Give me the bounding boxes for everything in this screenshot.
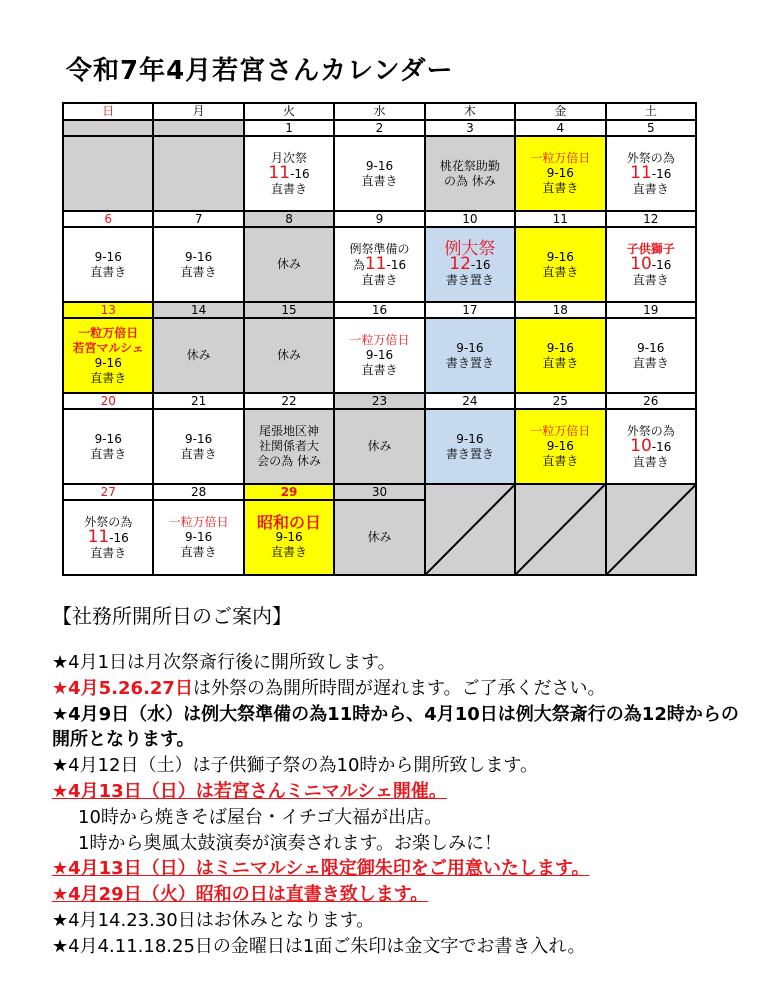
cell-text: 9-16 xyxy=(456,431,484,446)
date-cell: 12 xyxy=(606,211,696,227)
cell-time: 10 xyxy=(630,253,652,274)
notice-item: 10時から焼きそば屋台・イチゴ大福が出店。 xyxy=(78,806,443,828)
date-cell: 3 xyxy=(425,120,515,136)
notice-item: 1時から奥風太鼓演奏が演奏されます。お楽しみに！ xyxy=(78,832,503,854)
cell-time: 12 xyxy=(449,253,471,274)
cell-text: 一粒万倍日 xyxy=(530,424,591,438)
cell-text: 直書き xyxy=(90,370,127,385)
date-cell: 27 xyxy=(63,484,153,500)
week2-info xyxy=(63,227,696,302)
week3-info xyxy=(63,318,696,393)
date-cell: 20 xyxy=(63,393,153,409)
cell-text: 9-16 xyxy=(637,340,665,355)
day-cell xyxy=(606,318,696,393)
date-cell: 11 xyxy=(515,211,605,227)
date-cell: 1 xyxy=(244,120,334,136)
week1-info xyxy=(63,136,696,211)
cell-text: 会の為 休み xyxy=(257,454,321,468)
day-cell xyxy=(515,409,605,484)
diagonal-line xyxy=(607,485,695,574)
weekday-tue: 火 xyxy=(244,103,334,120)
day-cell xyxy=(425,227,515,302)
day-cell xyxy=(63,409,153,484)
date-cell: 10 xyxy=(425,211,515,227)
cell-text: 直書き xyxy=(180,545,217,559)
date-cell: 5 xyxy=(606,120,696,136)
cell-time: 11 xyxy=(630,162,652,183)
date-cell: 17 xyxy=(425,302,515,318)
day-cell xyxy=(334,409,424,484)
page-title: 令和7年4月若宮さんカレンダー xyxy=(66,56,454,86)
cell-text: -16 xyxy=(651,439,672,454)
cell-text: 直書き xyxy=(90,545,127,560)
day-cell xyxy=(244,227,334,302)
cell-text: 直書き xyxy=(632,181,669,196)
day-cell xyxy=(425,136,515,211)
day-cell xyxy=(63,500,153,575)
day-cell xyxy=(153,409,243,484)
cell-text: 直書き xyxy=(271,545,308,559)
cell-text: 直書き xyxy=(90,264,127,279)
date-cell: 15 xyxy=(244,302,334,318)
notice-list xyxy=(52,650,752,960)
notice-item: ★4月1日は月次祭斎行後に開所致します。 xyxy=(52,652,396,673)
date-cell: 30 xyxy=(334,484,424,500)
cell-text: 書き置き xyxy=(445,355,494,370)
cell-text: 一粒万倍日 xyxy=(530,151,591,165)
cell-text: 桃花祭助勤 xyxy=(439,158,500,173)
cell-text: 子供獅子 xyxy=(626,241,675,256)
cell-text: 直書き xyxy=(542,355,579,370)
day-cell xyxy=(606,227,696,302)
cell-text: 一粒万倍日 xyxy=(78,325,139,340)
cell-text: 9-16 xyxy=(185,249,213,264)
cell-text: 9-16 xyxy=(365,348,394,362)
date-cell: 18 xyxy=(515,302,605,318)
cell-text: 例祭準備の xyxy=(349,241,410,256)
cell-text: 外祭の為 xyxy=(626,150,675,165)
cell-text: 書き置き xyxy=(445,272,494,287)
cell-text: 直書き xyxy=(361,363,398,377)
date-cell: 29 xyxy=(244,484,334,500)
weekday-header xyxy=(63,103,696,120)
date-cell xyxy=(153,120,243,136)
cell-text: 9-16 xyxy=(546,166,574,180)
week4-info xyxy=(63,409,696,484)
cell-text: 為 xyxy=(352,257,365,272)
diagonal-line xyxy=(426,485,514,574)
cell-text: 例大祭 xyxy=(444,238,496,259)
cell-text: 直書き xyxy=(180,446,217,461)
cell-time: 11 xyxy=(87,526,110,547)
cell-text: 一粒万倍日 xyxy=(349,333,410,347)
cell-text: の為 休み xyxy=(443,173,496,188)
weekday-sat: 土 xyxy=(606,103,696,120)
week4-dates xyxy=(63,393,696,409)
day-cell xyxy=(425,409,515,484)
cell-text: 直書き xyxy=(632,454,669,469)
cell-text: 直書き xyxy=(90,446,127,461)
cell-text: 9-16 xyxy=(546,340,574,355)
cell-text: 直書き xyxy=(542,181,579,195)
day-cell xyxy=(515,227,605,302)
weekday-sun: 日 xyxy=(63,103,153,120)
cell-text: -16 xyxy=(109,530,129,545)
calendar-table xyxy=(62,102,697,576)
cell-text: 休み xyxy=(186,348,211,362)
cell-text: 休み xyxy=(367,530,392,544)
cell-text: -16 xyxy=(651,257,672,272)
day-cell xyxy=(244,136,334,211)
empty-crossed-cell xyxy=(425,484,515,575)
date-cell: 14 xyxy=(153,302,243,318)
cell-time: 11 xyxy=(364,253,387,274)
cell-text: 直書き xyxy=(632,272,669,287)
day-cell xyxy=(244,500,334,575)
date-cell: 6 xyxy=(63,211,153,227)
cell-text: 外祭の為 xyxy=(626,423,675,438)
day-cell xyxy=(334,136,424,211)
day-cell xyxy=(606,409,696,484)
cell-text: 9-16 xyxy=(185,431,213,446)
date-cell: 4 xyxy=(515,120,605,136)
day-cell xyxy=(334,500,424,575)
weekday-fri: 金 xyxy=(515,103,605,120)
cell-text: 直書き xyxy=(180,264,217,279)
notice-item: ★4月4.11.18.25日の金曜日は1面ご朱印は金文字でお書き入れ。 xyxy=(52,935,586,957)
cell-text: 昭和の日 xyxy=(257,513,322,532)
week2-dates xyxy=(63,211,696,227)
notice-item: ★4月12日（土）は子供獅子祭の為10時から開所致します。 xyxy=(52,755,538,777)
cell-text: 直書き xyxy=(632,355,669,370)
day-cell xyxy=(244,318,334,393)
week1-dates xyxy=(63,120,696,136)
week5-dates xyxy=(63,484,696,500)
cell-text: 直書き xyxy=(361,272,398,287)
date-cell: 7 xyxy=(153,211,243,227)
cell-text: 9-16 xyxy=(456,340,484,355)
cell-time: 11 xyxy=(268,162,291,183)
date-cell: 9 xyxy=(334,211,424,227)
weekday-mon: 月 xyxy=(153,103,243,120)
empty-crossed-cell xyxy=(606,484,696,575)
cell-text: 休み xyxy=(277,257,302,271)
cell-text: 尾張地区神 xyxy=(259,424,320,438)
date-cell: 26 xyxy=(606,393,696,409)
cell-text: 9-16 xyxy=(185,530,213,544)
cell-text: 直書き xyxy=(271,181,308,196)
cell-text: 9-16 xyxy=(94,355,122,370)
week3-dates xyxy=(63,302,696,318)
cell-text: -16 xyxy=(386,257,407,272)
cell-text: -16 xyxy=(290,166,310,181)
day-cell xyxy=(63,318,153,393)
date-cell: 22 xyxy=(244,393,334,409)
notice-item: ★4月13日（日）は若宮さんミニマルシェ開催。 xyxy=(52,780,447,802)
section-title: 【社務所開所日のご案内】 xyxy=(52,604,292,628)
cell-text: 9-16 xyxy=(546,439,574,453)
empty-crossed-cell xyxy=(515,484,605,575)
day-cell xyxy=(606,136,696,211)
day-cell xyxy=(334,318,424,393)
date-cell: 28 xyxy=(153,484,243,500)
cell-text: -16 xyxy=(470,257,491,272)
cell-text: 直書き xyxy=(542,454,579,468)
day-cell xyxy=(244,409,334,484)
day-cell xyxy=(63,227,153,302)
day-cell xyxy=(153,500,243,575)
cell-text: 一粒万倍日 xyxy=(168,515,229,529)
cell-text: 書き置き xyxy=(445,446,494,461)
cell-text: 9-16 xyxy=(94,249,122,264)
day-cell xyxy=(334,227,424,302)
date-cell: 21 xyxy=(153,393,243,409)
cell-text: 若宮マルシェ xyxy=(72,340,144,355)
diagonal-line xyxy=(516,485,604,574)
cell-time: 10 xyxy=(630,435,652,456)
date-cell: 8 xyxy=(244,211,334,227)
cell-text: 9-16 xyxy=(94,431,122,446)
day-cell xyxy=(153,318,243,393)
notice-item: ★4月13日（日）はミニマルシェ限定御朱印をご用意いたします。 xyxy=(52,858,590,880)
notice-highlight: ★4月5.26.27日 xyxy=(52,677,193,699)
cell-text: 9-16 xyxy=(365,158,394,173)
notice-item: ★4月9日（水）は例大祭準備の為11時から、4月10日は例大祭斎行の為12時からの開所となります。 xyxy=(52,703,739,751)
cell-text: 休み xyxy=(277,348,302,362)
cell-text: 外祭の為 xyxy=(84,514,133,529)
weekday-thu: 木 xyxy=(425,103,515,120)
day-cell xyxy=(153,227,243,302)
date-cell: 2 xyxy=(334,120,424,136)
cell-text: 休み xyxy=(367,439,392,453)
day-cell xyxy=(515,136,605,211)
date-cell: 16 xyxy=(334,302,424,318)
notice-item: ★4月29日（火）昭和の日は直書き致します。 xyxy=(52,884,429,906)
day-cell xyxy=(425,318,515,393)
weekday-wed: 水 xyxy=(334,103,424,120)
cell-text: -16 xyxy=(651,166,672,181)
notice-item: ★4月14.23.30日はお休みとなります。 xyxy=(52,909,375,931)
cell-text: 社関係者大 xyxy=(259,439,320,453)
notice-item xyxy=(52,676,752,702)
cell-text: 9-16 xyxy=(275,530,303,544)
date-cell: 13 xyxy=(63,302,153,318)
date-cell xyxy=(63,120,153,136)
day-cell-empty xyxy=(153,136,243,211)
cell-text: 直書き xyxy=(542,264,579,279)
day-cell-empty xyxy=(63,136,153,211)
date-cell: 19 xyxy=(606,302,696,318)
cell-text: 月次祭 xyxy=(271,150,308,165)
date-cell: 25 xyxy=(515,393,605,409)
date-cell: 24 xyxy=(425,393,515,409)
cell-text: 9-16 xyxy=(546,249,574,264)
date-cell: 23 xyxy=(334,393,424,409)
day-cell xyxy=(515,318,605,393)
cell-text: 直書き xyxy=(361,173,398,188)
notice-text: は外祭の為開所時間が遅れます。ご了承ください。 xyxy=(192,677,606,699)
